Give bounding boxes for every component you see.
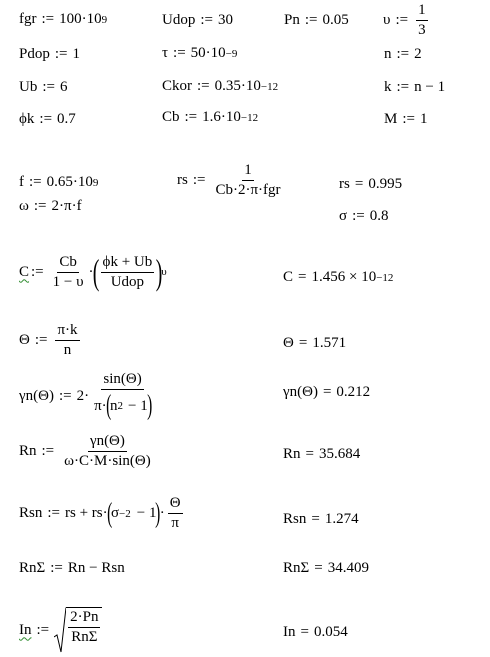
rsn-name: Rsn [283, 511, 307, 527]
f-name: f [19, 174, 24, 190]
rs-value: 0.995 [368, 176, 403, 192]
rnsum-result[interactable] [283, 561, 369, 576]
equals-operator: = [300, 624, 309, 640]
c-definition[interactable]: C := $\frac{Cb}{1 - \upsilon}$ · ( $\frac{\phi k + Ub}{\text{Udop}}$ ) υ [19, 252, 167, 292]
rsn-value: 1.274 [324, 511, 359, 527]
theta-definition[interactable] [19, 323, 83, 358]
assign-operator: := [36, 621, 50, 638]
m-definition[interactable] [384, 112, 427, 127]
rn-name: Rn [283, 446, 301, 462]
square-root [54, 607, 102, 653]
in-result[interactable] [283, 625, 348, 640]
c-result[interactable]: C = 1.456 × 10 −12 [283, 269, 394, 285]
fraction-numerator: Cb [57, 255, 79, 273]
right-paren: ) [155, 497, 161, 529]
fraction-denominator: RnΣ [71, 629, 98, 645]
fraction-denominator: Cb·2·π·fgr [215, 182, 281, 198]
cb-name: Cb [162, 109, 180, 125]
pdop-value: 1 [72, 46, 80, 62]
rs-fraction [213, 163, 282, 198]
upsilon-name: υ [383, 12, 391, 28]
theta-name: Θ [283, 335, 294, 351]
omega-name: ω [19, 198, 29, 214]
upsilon-definition[interactable] [383, 3, 431, 38]
assign-operator: := [192, 172, 206, 188]
udop-value: 30 [217, 12, 233, 28]
assign-operator: := [33, 198, 47, 214]
left-paren: ( [92, 252, 99, 292]
equals-operator: = [311, 511, 320, 527]
fraction-numerator: 2·Pn [68, 610, 100, 628]
rn-value: 35.684 [318, 446, 361, 462]
assign-operator: := [184, 109, 198, 125]
rnsum-name: RnΣ [283, 560, 310, 576]
theta-name: Θ [19, 332, 30, 348]
assign-operator: := [402, 111, 415, 127]
gamma-value: 0.212 [336, 384, 371, 400]
k-definition[interactable] [384, 80, 445, 95]
rs-name: rs [177, 172, 188, 188]
omega-definition[interactable] [19, 199, 82, 214]
upsilon-fraction [416, 3, 428, 38]
sigma-definition[interactable] [339, 209, 388, 224]
gamma-fraction [92, 372, 153, 420]
equals-operator: = [322, 384, 332, 400]
theta-result[interactable] [283, 336, 346, 351]
assign-operator: := [173, 45, 186, 61]
multiply-dot: · [88, 263, 94, 280]
n-definition[interactable] [384, 47, 422, 62]
assign-operator: := [395, 12, 409, 28]
in-fraction [68, 610, 100, 645]
pn-value: 0.05 [322, 12, 349, 28]
m-value: 1 [419, 111, 428, 127]
fraction-denominator: 1 − υ [52, 273, 84, 290]
rsn-definition[interactable]: Rsn := rs + rs· ( σ −2 − 1 ) · $\frac{\Theta}{\pi}$ [19, 495, 181, 531]
c-second-fraction [101, 255, 155, 290]
equals-operator: = [314, 560, 323, 576]
fraction-denominator: Udop [110, 273, 145, 290]
rnsum-name: RnΣ [19, 560, 46, 576]
sigma-name: σ [339, 208, 348, 224]
fraction-numerator: 1 [416, 3, 428, 21]
rn-name: Rn [19, 443, 37, 459]
fgr-definition[interactable]: fgr := 100·10 9 [19, 11, 108, 27]
rn-result[interactable] [283, 447, 360, 462]
pdop-definition[interactable] [19, 47, 80, 62]
rsn-term-a: rs + rs· [64, 505, 108, 521]
in-name: In [283, 624, 296, 640]
c-first-fraction [51, 255, 86, 290]
phik-value: 0.7 [57, 111, 76, 127]
cb-mantissa: 1.6·10 [202, 109, 241, 125]
rsn-sigma: σ [110, 505, 120, 521]
c-mantissa: 1.456 × 10 [311, 269, 377, 285]
omega-value: 2·π·f [51, 198, 82, 214]
n-value: 2 [414, 46, 422, 62]
fraction-denominator: n [63, 342, 72, 358]
rsn-result[interactable] [283, 512, 359, 527]
rs-definition[interactable] [177, 163, 286, 198]
rsn-minus-one: − 1 [136, 505, 157, 521]
assign-operator: := [39, 111, 53, 127]
in-name: In [19, 621, 32, 638]
assign-operator: := [34, 332, 48, 348]
f-definition[interactable]: f := 0.65·10 9 [19, 174, 99, 190]
pn-name: Pn [284, 12, 300, 28]
in-definition[interactable] [19, 607, 102, 653]
k-name: k [384, 79, 392, 95]
ckor-definition[interactable]: Ckor := 0.35·10 −12 [162, 78, 279, 94]
gamma-den-pi: π· [94, 397, 107, 414]
fraction-numerator: π·k [55, 323, 79, 341]
pn-definition[interactable] [284, 13, 349, 28]
phik-name: ϕk [19, 111, 35, 127]
f-mantissa: 0.65·10 [46, 174, 93, 190]
fraction-denominator: 3 [418, 22, 426, 38]
rn-definition[interactable] [19, 434, 156, 469]
assign-operator: := [29, 174, 42, 190]
assign-operator: := [200, 12, 213, 28]
assign-operator: := [50, 560, 63, 576]
fraction-denominator: π [171, 515, 179, 531]
udop-name: Udop [162, 12, 196, 28]
fraction-numerator: γn(Θ) [88, 434, 127, 452]
gamma-name: γn(Θ) [19, 387, 54, 404]
ub-name: Ub [19, 79, 38, 95]
theta-fraction [55, 323, 79, 358]
ckor-name: Ckor [162, 78, 192, 94]
left-paren: ( [105, 390, 111, 421]
theta-value: 1.571 [312, 335, 347, 351]
rs-result[interactable] [339, 177, 402, 192]
ckor-mantissa: 0.35·10 [214, 78, 261, 94]
multiply-dot: · [159, 505, 165, 521]
n-name: n [384, 46, 392, 62]
equals-operator: = [298, 335, 308, 351]
c-name: C [19, 263, 30, 280]
ub-value: 6 [59, 79, 68, 95]
udop-definition[interactable] [162, 13, 233, 28]
fraction-numerator: sin(Θ) [101, 372, 143, 390]
assign-operator: := [47, 505, 60, 521]
gamma-den-n: n [110, 397, 118, 414]
assign-operator: := [396, 79, 410, 95]
radical-sign-icon [54, 607, 66, 653]
rn-fraction [62, 434, 153, 469]
radicand [66, 607, 102, 653]
assign-operator: := [304, 12, 318, 28]
gamma-definition[interactable] [19, 372, 156, 420]
m-name: M [384, 111, 398, 127]
right-paren: ) [146, 390, 152, 421]
assign-operator: := [396, 46, 410, 62]
rsn-fraction [168, 496, 183, 531]
tau-name: τ [162, 45, 169, 61]
assign-operator: := [197, 78, 210, 94]
fraction-numerator: Θ [168, 496, 183, 514]
pdop-name: Pdop [19, 46, 50, 62]
rnsum-value: Rn − Rsn [67, 560, 125, 576]
rsn-name: Rsn [19, 505, 43, 521]
gamma-name: γn(Θ) [283, 384, 318, 400]
right-paren: ) [155, 252, 163, 292]
equals-operator: = [305, 446, 314, 462]
equals-operator: = [354, 176, 364, 192]
sigma-value: 0.8 [369, 208, 389, 224]
fraction-denominator: π· ( n 2 − 1 ) [94, 390, 152, 421]
phik-definition[interactable] [19, 112, 76, 127]
assign-operator: := [31, 263, 44, 280]
assign-operator: := [42, 79, 55, 95]
c-name: C [283, 269, 294, 285]
fraction-numerator: 1 [242, 163, 254, 181]
gamma-den-minus-one: − 1 [128, 397, 148, 414]
assign-operator: := [54, 46, 68, 62]
fraction-denominator: ω·C·M·sin(Θ) [64, 453, 151, 469]
tau-mantissa: 50·10 [190, 45, 226, 61]
assign-operator: := [41, 11, 55, 27]
fgr-name: fgr [19, 11, 37, 27]
fraction-numerator: ϕk + Ub [101, 255, 155, 273]
rnsum-value: 34.409 [327, 560, 369, 576]
gamma-coefficient: 2· [76, 387, 90, 404]
ub-definition[interactable] [19, 80, 67, 95]
k-value: n − 1 [414, 79, 446, 95]
tau-definition[interactable]: τ := 50·10 −9 [162, 45, 238, 61]
gamma-result[interactable] [283, 385, 370, 400]
cb-definition[interactable]: Cb := 1.6·10 −12 [162, 109, 259, 125]
rs-name: rs [339, 176, 350, 192]
in-value: 0.054 [313, 624, 348, 640]
assign-operator: := [58, 387, 72, 404]
assign-operator: := [352, 208, 365, 224]
equals-operator: = [298, 269, 307, 285]
rnsum-definition[interactable] [19, 561, 125, 576]
fgr-mantissa: 100·10 [59, 11, 102, 27]
assign-operator: := [41, 443, 55, 459]
left-paren: ( [106, 497, 112, 529]
